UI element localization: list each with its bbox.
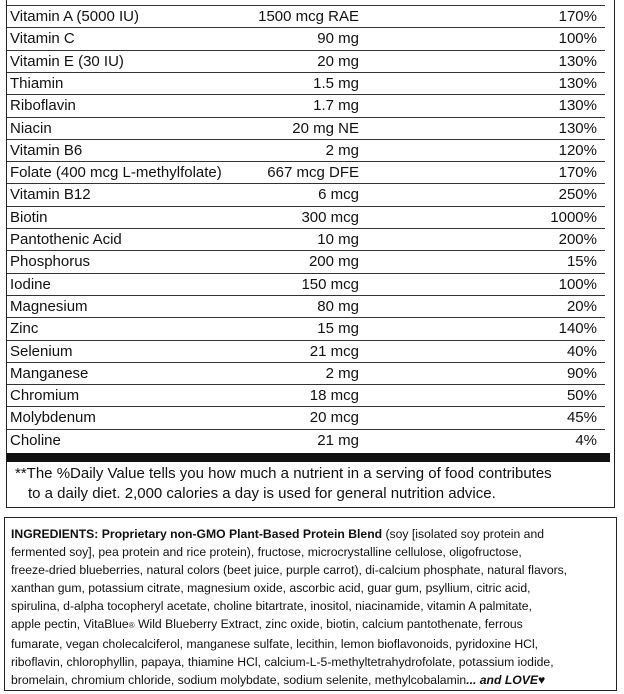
nutrient-daily-value: 4% — [575, 431, 597, 449]
ingredients-heading: INGREDIENTS: Proprietary non-GMO Plant-Based Protein Blend — [11, 527, 383, 541]
nutrient-amount: 21 mcg — [309, 342, 359, 360]
ingredients-love-text: ... and LOVE — [466, 673, 538, 687]
footnote-line-1: **The %Daily Value tells you how much a nutrient in a serving of food contributes — [15, 465, 552, 482]
nutrient-name: Magnesium — [10, 297, 88, 315]
nutrient-daily-value: 1000% — [550, 208, 597, 226]
nutrient-daily-value: 100% — [558, 275, 597, 293]
nutrient-row — [7, 362, 605, 384]
nutrient-name: Vitamin B6 — [10, 141, 83, 159]
nutrient-amount: 21 mg — [317, 431, 359, 449]
nutrient-amount: 1.5 mg — [313, 74, 359, 92]
nutrient-amount: 10 mg — [317, 231, 359, 248]
heart-icon: ♥ — [538, 673, 546, 687]
nutrient-daily-value: 40% — [566, 342, 597, 360]
nutrient-amount: 6 mcg — [318, 186, 359, 204]
nutrient-row — [7, 429, 605, 451]
nutrient-amount: 20 mcg — [309, 409, 359, 427]
ingredients-line: fumarate, vegan cholecalciferol, manganese sulfate, lecithin, lemon bioflavonoids, pyridoxine HCl, — [11, 637, 539, 651]
nutrient-name: Manganese — [10, 364, 89, 382]
nutrient-row — [7, 406, 605, 428]
nutrient-amount: 2 mg — [325, 141, 359, 159]
nutrient-daily-value: 15% — [566, 253, 597, 271]
nutrient-name: Phosphorus — [10, 253, 91, 271]
nutrient-row — [7, 139, 605, 161]
nutrient-name: Thiamin — [10, 74, 64, 92]
nutrient-row — [7, 228, 605, 250]
nutrient-name: Selenium — [10, 342, 73, 360]
nutrient-amount: 90 mg — [317, 30, 359, 48]
nutrient-name: Vitamin A (5000 IU) — [10, 8, 139, 25]
nutrient-name: Molybdenum — [10, 409, 96, 427]
nutrient-row — [7, 72, 605, 94]
nutrient-row — [7, 27, 605, 49]
ingredients-text: Wild Blueberry Extract, zinc oxide, biotin, calcium pantothenate, ferrous — [134, 617, 523, 631]
ingredients-box — [4, 517, 617, 691]
nutrient-amount: 20 mg — [317, 52, 359, 70]
nutrient-daily-value: 45% — [566, 409, 597, 427]
ingredients-line: spirulina, d-alpha tocopheryl acetate, choline bitartrate, inositol, niacinamide, vitamin A palmitate, — [11, 599, 532, 613]
nutrient-name: Chromium — [10, 387, 80, 405]
nutrient-name: Folate (400 mcg L-methylfolate) — [10, 164, 222, 182]
ingredients-line: fermented soy], pea protein and rice protein), fructose, microcrystalline cellulose, oligofructose, — [11, 545, 522, 559]
ingredients-line — [11, 525, 608, 543]
nutrient-row — [7, 206, 605, 228]
nutrient-amount: 300 mcg — [301, 208, 359, 226]
nutrient-row — [7, 183, 605, 205]
nutrient-row — [7, 50, 605, 72]
nutrient-daily-value: 90% — [566, 364, 597, 382]
nutrient-row — [7, 161, 605, 183]
nutrient-amount: 1500 mcg RAE — [258, 8, 359, 25]
nutrient-name: Vitamin B12 — [10, 186, 91, 204]
nutrient-name: Pantothenic Acid — [10, 231, 122, 248]
nutrient-row — [7, 5, 605, 27]
nutrient-daily-value: 130% — [558, 52, 597, 70]
nutrient-row — [7, 117, 605, 139]
nutrient-daily-value: 120% — [558, 141, 597, 159]
nutrient-amount: 18 mcg — [309, 387, 359, 405]
ingredients-text: (soy [isolated soy protein and — [382, 527, 545, 541]
nutrient-row — [7, 340, 605, 362]
nutrient-amount: 2 mg — [325, 364, 359, 382]
nutrient-daily-value: 170% — [558, 8, 597, 25]
nutrient-daily-value: 130% — [558, 97, 597, 115]
nutrient-name: Choline — [10, 431, 61, 449]
ingredients-line: freeze-dried blueberries, natural colors (beet juice, purple carrot), di-calcium phosphate, natural flavors, — [11, 563, 568, 577]
ingredients-line — [11, 671, 608, 689]
ingredients-line: riboflavin, chlorophyllin, papaya, thiamine HCl, calcium-L-5-methyltetrahydrofolate, potassium iodide, — [11, 655, 554, 669]
nutrient-row — [7, 384, 605, 406]
nutrient-row — [7, 250, 605, 272]
nutrient-amount: 20 mg NE — [292, 119, 359, 137]
nutrient-daily-value: 130% — [558, 119, 597, 137]
ingredients-line — [11, 615, 608, 635]
footnote-line-2: to a daily diet. 2,000 calories a day is used for general nutrition advice. — [28, 485, 496, 502]
thick-divider — [7, 453, 610, 462]
daily-value-footnote — [15, 464, 605, 504]
nutrient-row — [7, 94, 605, 116]
nutrient-name: Zinc — [10, 320, 39, 338]
nutrient-daily-value: 50% — [566, 387, 597, 405]
nutrient-name: Niacin — [10, 119, 52, 137]
nutrient-name: Iodine — [10, 275, 51, 293]
nutrient-name: Riboflavin — [10, 97, 76, 115]
nutrient-daily-value: 200% — [558, 231, 597, 248]
nutrient-name: Vitamin C — [10, 30, 75, 48]
nutrient-amount: 667 mcg DFE — [267, 164, 359, 182]
nutrient-amount: 80 mg — [317, 297, 359, 315]
ingredients-text: apple pectin, VitaBlue — [11, 617, 129, 631]
registered-mark: ® — [128, 621, 135, 630]
ingredients-line: xanthan gum, potassium citrate, magnesium oxide, ascorbic acid, guar gum, psyllium, citric acid, — [11, 581, 531, 595]
nutrient-daily-value: 20% — [566, 297, 597, 315]
nutrient-daily-value: 170% — [558, 164, 597, 182]
nutrient-daily-value: 140% — [558, 320, 597, 338]
nutrient-daily-value: 100% — [558, 30, 597, 48]
nutrient-amount: 15 mg — [317, 320, 359, 338]
ingredients-text: bromelain, chromium chloride, sodium molybdate, sodium selenite, methylcobalamin — [11, 673, 467, 687]
nutrient-name: Vitamin E (30 IU) — [10, 52, 124, 70]
nutrient-row — [7, 295, 605, 317]
nutrient-amount: 200 mg — [308, 253, 359, 271]
nutrient-amount: 1.7 mg — [313, 97, 359, 115]
nutrient-name: Biotin — [10, 208, 48, 226]
nutrient-daily-value: 250% — [558, 186, 597, 204]
nutrient-daily-value: 130% — [558, 74, 597, 92]
nutrient-amount: 150 mcg — [301, 275, 359, 293]
nutrient-row — [7, 317, 605, 339]
nutrient-row — [7, 273, 605, 295]
